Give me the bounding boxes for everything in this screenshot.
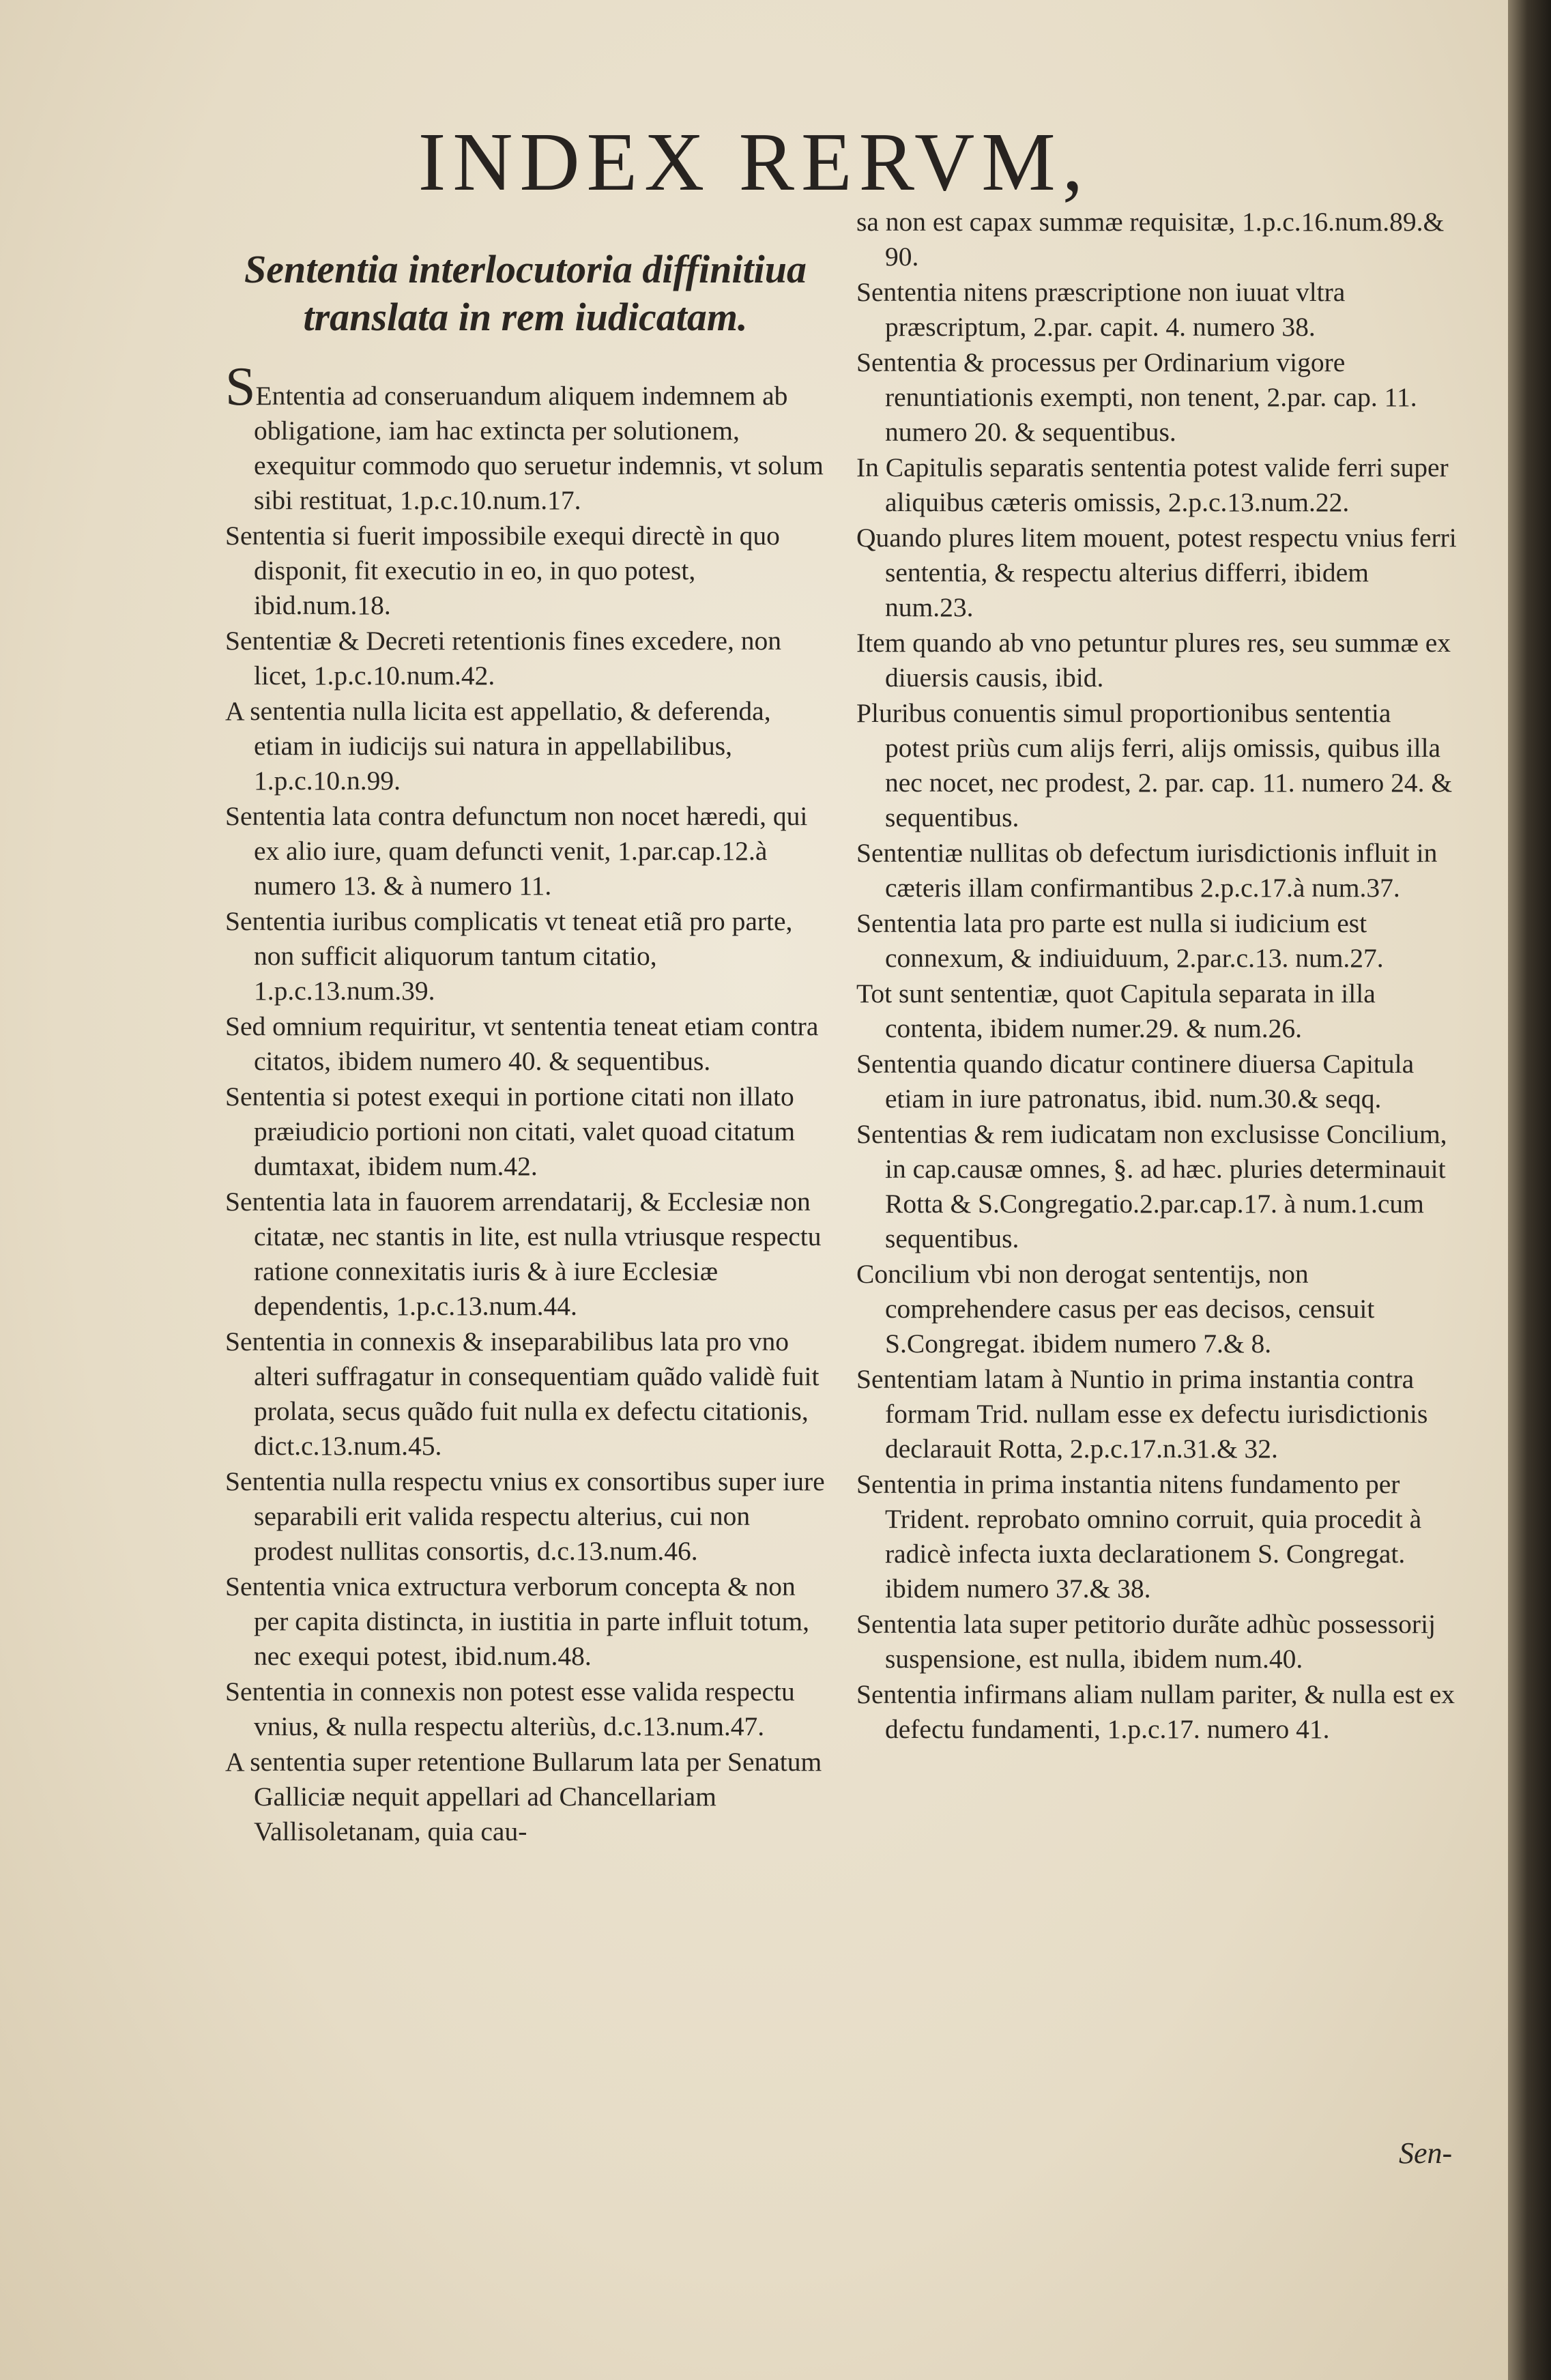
left-entry-list [225, 357, 826, 1849]
index-entry: Sententia in connexis & inseparabilibus lata pro vno alteri suffragatur in consequentiam quãdo validè fuit prolata, secus quãdo fuit nulla ex defectu citationis, dict.c.13.num.45. [225, 1326, 820, 1461]
catchword: Sen- [1399, 2136, 1453, 2170]
index-entry: Sententia lata super petitorio durãte adhùc possessorij suspensione, est nulla, ibidem num.40. [856, 1609, 1436, 1674]
index-entry: Sententia in connexis non potest esse valida respectu vnius, & nulla respectu alteriùs, d.c.13.num.47. [225, 1677, 795, 1741]
index-entry: Sententia lata contra defunctum non nocet hæredi, qui ex alio iure, quam defuncti venit, 1.par.cap.12.à numero 13. & à numero 11. [225, 801, 808, 901]
index-entry: Item quando ab vno petuntur plures res, seu summæ ex diuersis causis, ibid. [856, 628, 1451, 693]
index-entry: Sententiæ & Decreti retentionis fines excedere, non licet, 1.p.c.10.num.42. [225, 626, 781, 691]
left-column [225, 205, 826, 1850]
page-header: INDEX RERVM, [418, 116, 1090, 208]
index-entry: Sententia iuribus complicatis vt teneat etiã pro parte, non sufficit aliquorum tantum citatio, 1.p.c.13.num.39. [225, 906, 793, 1006]
index-entry: Sententia lata pro parte est nulla si iudicium est connexum, & indiuiduum, 2.par.c.13. num.27. [856, 908, 1384, 973]
index-entry: Sententias & rem iudicatam non exclusisse Concilium, in cap.causæ omnes, §. ad hæc. pluries determinauit Rotta & S.Congregatio.2.par.cap.17. à num.1.cum sequentibus. [856, 1119, 1447, 1253]
index-entry: Sententia si potest exequi in portione citati non illato præiudicio portioni non citati, valet quoad citatum dumtaxat, ibidem num.42. [225, 1082, 796, 1181]
index-entry: A sententia nulla licita est appellatio, & deferenda, etiam in iudicijs sui natura in appellabilibus, 1.p.c.10.n.99. [225, 696, 771, 796]
index-entry: Concilium vbi non derogat sententijs, non comprehendere casus per eas decisos, censuit S.Congregat. ibidem numero 7.& 8. [856, 1259, 1375, 1359]
right-entry-list [856, 205, 1457, 1747]
index-entry: Sententia nitens præscriptione non iuuat vltra præscriptum, 2.par. capit. 4. numero 38. [856, 277, 1346, 342]
book-binding-edge [1508, 0, 1551, 2380]
index-entry: sa non est capax summæ requisitæ, 1.p.c.16.num.89.& 90. [856, 207, 1445, 272]
index-entry: Quando plures litem mouent, potest respectu vnius ferri sententia, & respectu alterius differri, ibidem num.23. [856, 523, 1457, 622]
index-entry: Pluribus conuentis simul proportionibus sententia potest priùs cum alijs ferri, alijs omissis, quibus illa nec nocet, nec prodest, 2. par. cap. 11. numero 24. & sequentibus. [856, 698, 1453, 832]
index-entry: Sententia vnica extructura verborum concepta & non per capita distincta, in iustitia in parte influit totum, nec exequi potest, ibid.num.48. [225, 1571, 809, 1671]
index-entry: A sententia super retentione Bullarum lata per Senatum Galliciæ nequit appellari ad Chancellariam Vallisoletanam, quia cau- [225, 1747, 822, 1846]
index-entry: Sententia lata in fauorem arrendatarij, & Ecclesiæ non citatæ, nec stantis in lite, est nulla vtriusque respectu ratione connexitatis iuris & à iure Ecclesiæ dependentis, 1.p.c.13.num.44. [225, 1187, 822, 1321]
index-entry: Sententia quando dicatur continere diuersa Capitula etiam in iure patronatus, ibid. num.30.& seqq. [856, 1049, 1415, 1114]
index-entry: Sententia si fuerit impossibile exequi directè in quo disponit, fit executio in eo, in quo potest, ibid.num.18. [225, 521, 780, 620]
index-entry: Sententiæ nullitas ob defectum iurisdictionis influit in cæteris illam confirmantibus 2.p.c.17.à num.37. [856, 838, 1438, 903]
section-title: Sententia interlocutoria diffinitiua translata in rem iudicatam. [244, 247, 807, 339]
index-entry: Sed omnium requiritur, vt sententia teneat etiam contra citatos, ibidem numero 40. & sequentibus. [225, 1011, 819, 1076]
index-entry: Sententia infirmans aliam nullam pariter, & nulla est ex defectu fundamenti, 1.p.c.17. numero 41. [856, 1679, 1455, 1744]
index-entry: SEntentia ad conseruandum aliquem indemnem ab obligatione, iam hac extincta per solutionem, exequitur commodo quo seruetur indemnis, vt solum sibi restituat, 1.p.c.10.num.17. [225, 357, 824, 515]
index-entry: Sententia in prima instantia nitens fundamento per Trident. reprobato omnino corruit, quia procedit à radicè infecta iuxta declarationem S. Congregat. ibidem numero 37.& 38. [856, 1469, 1422, 1603]
right-column [856, 205, 1457, 1747]
index-entry: In Capitulis separatis sententia potest valide ferri super aliquibus cæteris omissis, 2.p.c.13.num.22. [856, 452, 1449, 517]
index-entry: Tot sunt sententiæ, quot Capitula separata in illa contenta, ibidem numer.29. & num.26. [856, 978, 1376, 1043]
index-entry: Sententia & processus per Ordinarium vigore renuntiationis exempti, non tenent, 2.par. cap. 11. numero 20. & sequentibus. [856, 347, 1417, 447]
index-entry: Sententia nulla respectu vnius ex consortibus super iure separabili erit valida respectu alterius, cui non prodest nullitas consortis, d.c.13.num.46. [225, 1466, 825, 1566]
index-entry: Sententiam latam à Nuntio in prima instantia contra formam Trid. nullam esse ex defectu iurisdictionis declarauit Rotta, 2.p.c.17.n.31.& 32. [856, 1364, 1428, 1464]
